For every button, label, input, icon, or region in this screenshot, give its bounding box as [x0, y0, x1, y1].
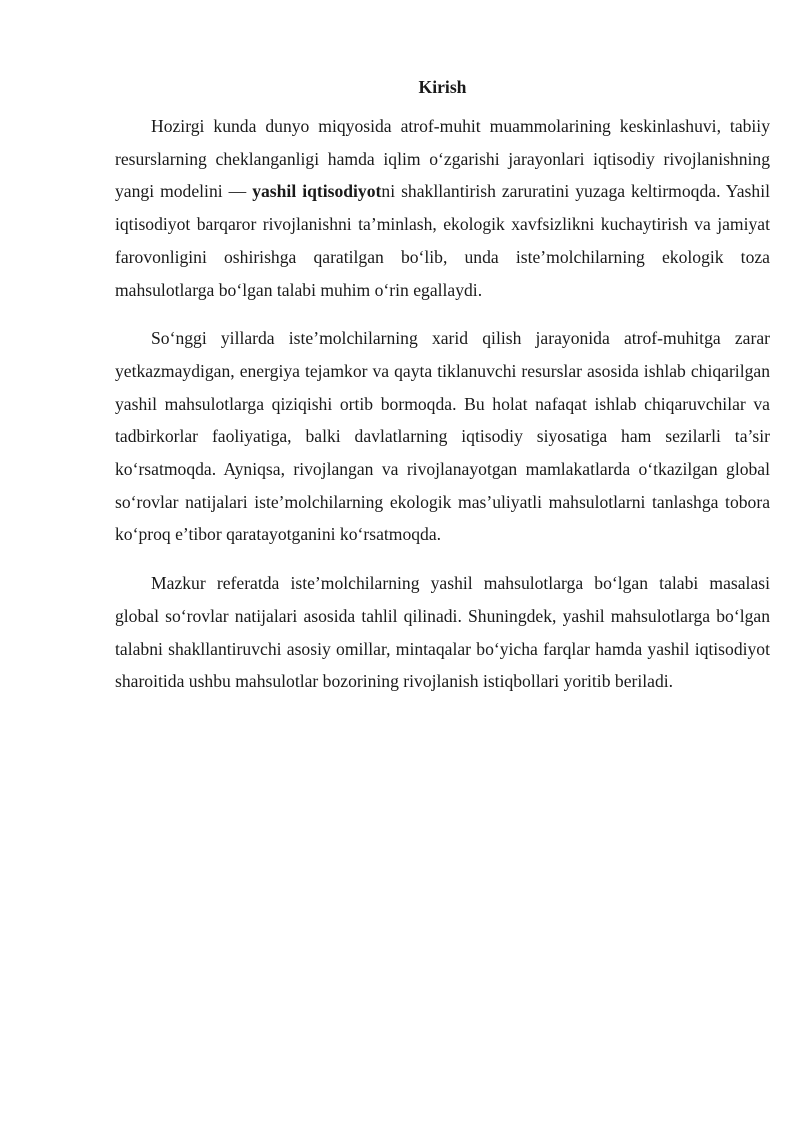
paragraph-intro-text-start: Hozirgi kunda dunyo miqyosida atrof-muhit muammolarining keskinlashuvi, tabiiy resurslarning cheklanganligi hamda iqlim o‘zgarishi jarayonlari iqtisodiy rivojlanishning yangi modelini — [115, 116, 770, 202]
paragraph-consumer-trends: So‘nggi yillarda iste’molchilarning xarid qilish jarayonida atrof-muhitga zarar yetkazmaydigan, energiya tejamkor va qayta tiklanuvchi resurslar asosida ishlab chiqarilgan yashil mahsulotlarga qiziqishi ortib bormoqda. Bu holat nafaqat ishlab chiqaruvchilar va tadbirkorlar faoliyatiga, balki davlatlarning iqtisodiy siyosatiga ham sezilarli ta’sir ko‘rsatmoqda. Ayniqsa, rivojlangan va rivojlanayotgan mamlakatlarda o‘tkazilgan global so‘rovlar natijalari iste’molchilarning ekologik mas’uliyatli mahsulotlarni tanlashga tobora ko‘proq e’tibor qaratayotganini ko‘rsatmoqda. [115, 328, 770, 545]
paragraph-intro [115, 110, 770, 306]
document-body [115, 74, 770, 714]
paragraph-intro-bold-term: yashil iqtisodiyot [252, 181, 382, 202]
paragraph-intro-text-end: ni shakllantirish zaruratini yuzaga keltirmoqda. Yashil iqtisodiyot barqaror rivojlanishni ta’minlash, ekologik xavfsizlikni kuchaytirish va jamiyat farovonligini oshirishga qaratilgan bo‘lib, unda iste’molchilarning ekologik toza mahsulotlarga bo‘lgan talabi muhim o‘rin egallaydi. [115, 181, 770, 300]
paragraph-abstract-scope: Mazkur referatda iste’molchilarning yashil mahsulotlarga bo‘lgan talabi masalasi global so‘rovlar natijalari asosida tahlil qilinadi. Shuningdek, yashil mahsulotlarga bo‘lgan talabni shakllantiruvchi asosiy omillar, mintaqalar bo‘yicha farqlar hamda yashil iqtisodiyot sharoitida ushbu mahsulotlar bozorining rivojlanish istiqbollari yoritib beriladi. [115, 573, 770, 692]
section-title: Kirish [418, 77, 467, 97]
